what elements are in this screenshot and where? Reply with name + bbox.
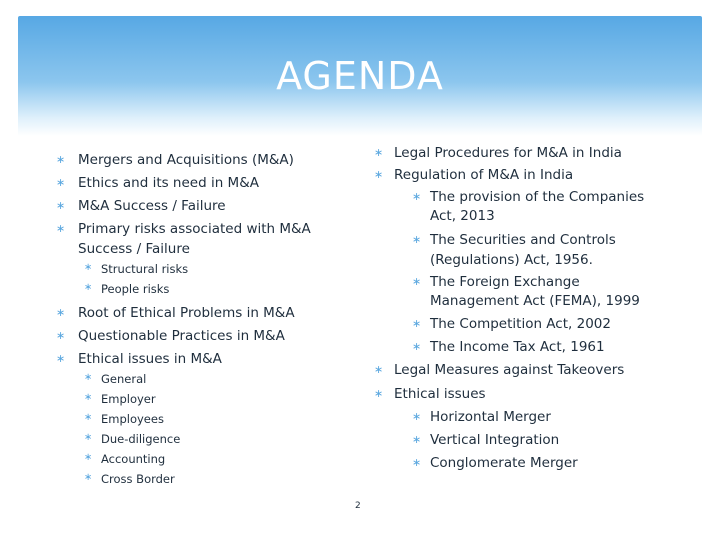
sub-list-item-continuation: Act, 2013 [430, 208, 495, 224]
bullet-icon: ∗ [56, 153, 66, 166]
bullet-icon: ∗ [374, 168, 384, 181]
sub-list-item: The provision of the Companies [430, 189, 645, 205]
list-item-continuation: Success / Failure [78, 241, 190, 257]
list-item: Root of Ethical Problems in M&A [78, 305, 295, 321]
sub-list-item: The Foreign Exchange [430, 274, 580, 290]
list-item: Ethical issues [394, 386, 486, 402]
bullet-icon: ∗ [84, 452, 93, 463]
bullet-icon: ∗ [412, 410, 422, 423]
bullet-icon: ∗ [412, 275, 422, 288]
sub-list-item-continuation: Management Act (FEMA), 1999 [430, 293, 640, 309]
bullet-icon: ∗ [412, 190, 422, 203]
bullet-icon: ∗ [84, 262, 93, 273]
list-item: M&A Success / Failure [78, 198, 226, 214]
bullet-icon: ∗ [84, 392, 93, 403]
sub-list-item: The Competition Act, 2002 [430, 316, 611, 332]
bullet-icon: ∗ [56, 329, 66, 342]
list-item: Primary risks associated with M&A [78, 221, 311, 237]
bullet-icon: ∗ [412, 433, 422, 446]
bullet-icon: ∗ [84, 432, 93, 443]
bullet-icon: ∗ [84, 372, 93, 383]
bullet-icon: ∗ [56, 306, 66, 319]
bullet-icon: ∗ [412, 233, 422, 246]
bullet-icon: ∗ [412, 456, 422, 469]
sub-list-item: The Securities and Controls [430, 232, 616, 248]
list-item: Legal Procedures for M&A in India [394, 145, 622, 161]
sub-list-item: Due-diligence [101, 432, 181, 446]
sub-list-item: Cross Border [101, 472, 175, 486]
sub-list-item: Vertical Integration [430, 432, 560, 448]
bullet-icon: ∗ [84, 282, 93, 293]
bullet-icon: ∗ [412, 317, 422, 330]
list-item: Legal Measures against Takeovers [394, 362, 625, 378]
bullet-icon: ∗ [412, 340, 422, 353]
bullet-icon: ∗ [84, 412, 93, 423]
list-item: Questionable Practices in M&A [78, 328, 285, 344]
list-item: Regulation of M&A in India [394, 167, 574, 183]
bullet-icon: ∗ [374, 363, 384, 376]
sub-list-item: Conglomerate Merger [430, 455, 578, 471]
list-item: Ethical issues in M&A [78, 351, 222, 367]
sub-list-item: Accounting [101, 452, 166, 466]
sub-list-item: Employees [101, 412, 164, 426]
bullet-icon: ∗ [56, 199, 66, 212]
sub-list-item: People risks [101, 282, 170, 296]
sub-list-item: General [101, 372, 147, 386]
bullet-icon: ∗ [374, 387, 384, 400]
list-item: Mergers and Acquisitions (M&A) [78, 152, 294, 168]
bullet-icon: ∗ [84, 472, 93, 483]
sub-list-item: The Income Tax Act, 1961 [430, 339, 605, 355]
sub-list-item-continuation: (Regulations) Act, 1956. [430, 252, 593, 268]
sub-list-item: Horizontal Merger [430, 409, 551, 425]
slide-title: AGENDA [276, 54, 444, 98]
bullet-icon: ∗ [374, 146, 384, 159]
sub-list-item: Structural risks [101, 262, 189, 276]
sub-list-item: Employer [101, 392, 156, 406]
bullet-icon: ∗ [56, 222, 66, 235]
list-item: Ethics and its need in M&A [78, 175, 259, 191]
bullet-icon: ∗ [56, 352, 66, 365]
bullet-icon: ∗ [56, 176, 66, 189]
page-number: 2 [355, 501, 361, 511]
